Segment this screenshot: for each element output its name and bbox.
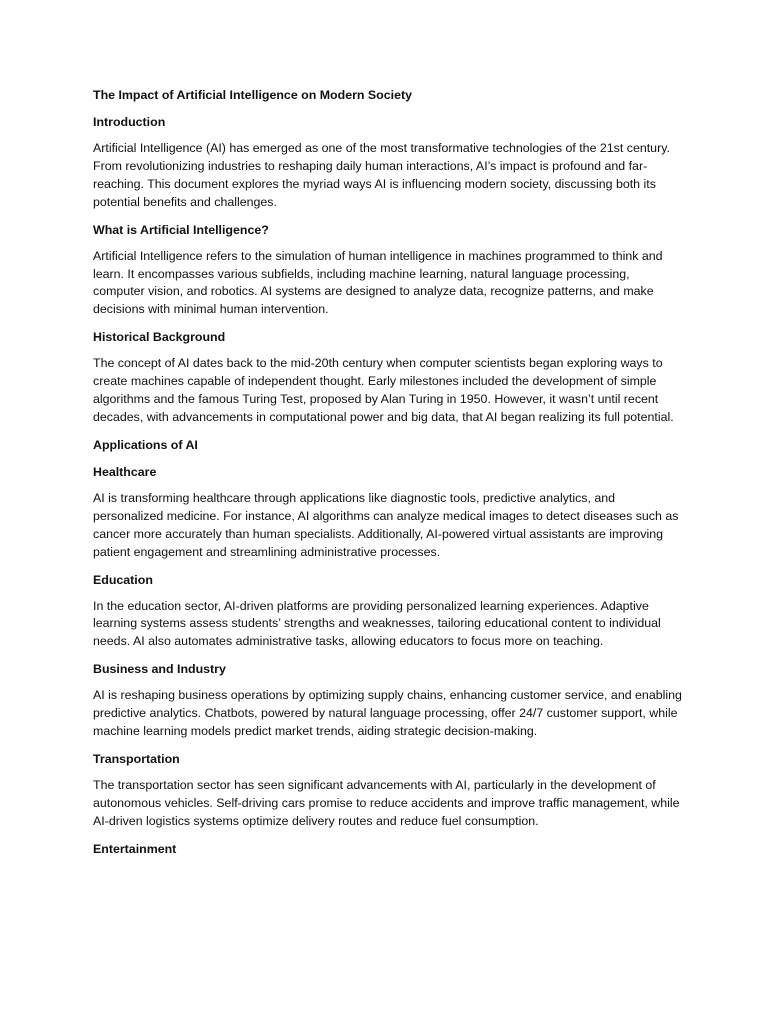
heading-education: Education (93, 572, 153, 587)
paragraph-education: In the education sector, AI-driven platforms are providing personalized learning experiences. Adaptive learning systems assess students’ strengths and weaknesses, tailoring educational content to individual needs. AI also automates administrative tasks, allowing educators to focus more on teaching. (93, 598, 661, 649)
heading-applications: Applications of AI (93, 437, 198, 452)
paragraph-transportation: The transportation sector has seen significant advancements with AI, particularly in the development of autonomous vehicles. Self-driving cars promise to reduce accidents and improve traffic management, while AI-driven logistics systems optimize delivery routes and reduce fuel consumption. (93, 777, 680, 828)
paragraph-historical-background: The concept of AI dates back to the mid-20th century when computer scientists began exploring ways to create machines capable of independent thought. Early milestones included the development of simple algorithms and the famous Turing Test, proposed by Alan Turing in 1950. However, it wasn’t until recent decades, with advancements in computational power and big data, that AI began realizing its full potential. (93, 356, 674, 424)
heading-business-industry: Business and Industry (93, 662, 226, 677)
paragraph-what-is-ai: Artificial Intelligence refers to the simulation of human intelligence in machines programmed to think and learn. It encompasses various subfields, including machine learning, natural language processing, computer vision, and robotics. AI systems are designed to analyze data, recognize patterns, and make decisions with minimal human intervention. (93, 248, 663, 317)
paragraph-business-industry: AI is reshaping business operations by optimizing supply chains, enhancing customer service, and enabling predictive analytics. Chatbots, powered by natural language processing, offer 24/7 customer support, while machine learning models predict market trends, aiding strategic decision-making. (93, 688, 682, 739)
heading-transportation: Transportation (93, 751, 180, 766)
paragraph-introduction: Artificial Intelligence (AI) has emerged as one of the most transformative technologies of the 21st century. From revolutionizing industries to reshaping daily human interactions, AI’s impact is profound and far-reaching. This document explores the myriad ways AI is influencing modern society, discussing both its potential benefits and challenges. (93, 141, 670, 209)
heading-introduction: Introduction (93, 115, 166, 129)
paragraph-healthcare: AI is transforming healthcare through applications like diagnostic tools, predictive analytics, and personalized medicine. For instance, AI algorithms can analyze medical images to detect diseases such as cancer more accurately than human specialists. Additionally, AI-powered virtual assistants are improving patient engagement and streamlining administrative processes. (93, 490, 679, 559)
document-page (93, 86, 683, 867)
heading-what-is-ai: What is Artificial Intelligence? (93, 222, 269, 237)
document-title: The Impact of Artificial Intelligence on Modern Society (93, 88, 412, 102)
heading-entertainment: Entertainment (93, 841, 177, 856)
heading-healthcare: Healthcare (93, 464, 157, 479)
heading-historical-background: Historical Background (93, 330, 226, 345)
